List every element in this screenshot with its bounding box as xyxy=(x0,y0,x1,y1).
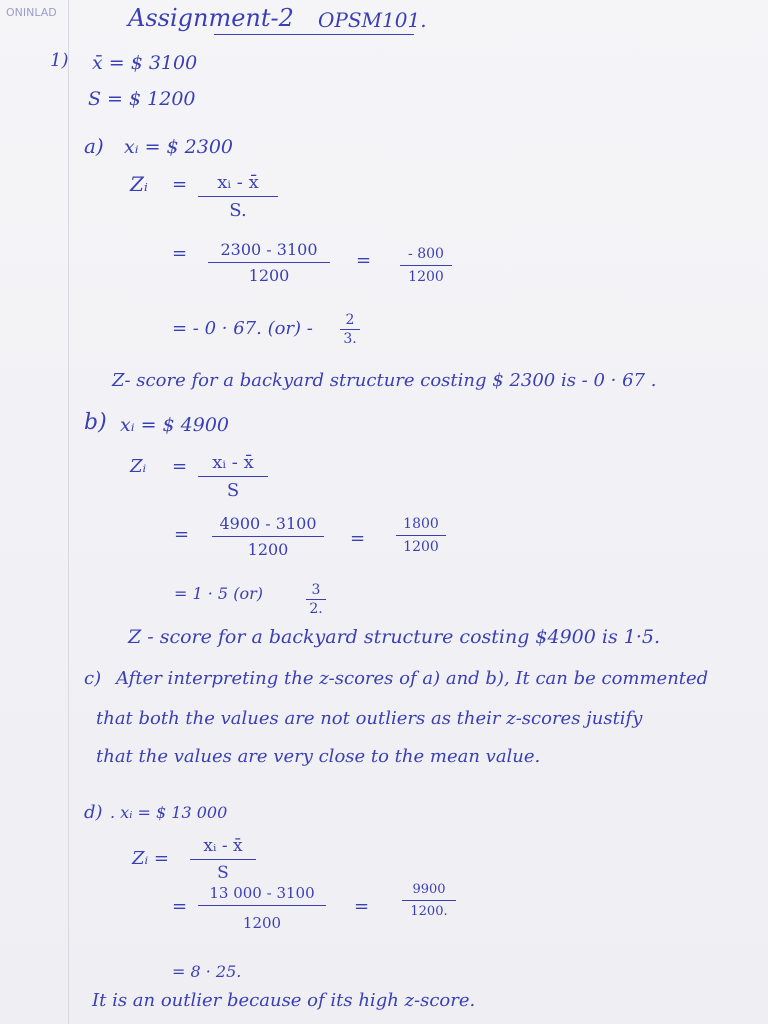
corner-stamp: ONINLAD xyxy=(6,6,57,19)
part-b-label: b) xyxy=(84,410,107,435)
part-d-simplified-numerator: 9900 xyxy=(402,882,456,901)
part-b-simplified xyxy=(396,516,446,555)
part-a-xi: xᵢ = $ 2300 xyxy=(124,136,234,158)
part-a-sub-denominator: 1200 xyxy=(248,266,290,285)
part-d-formula-numerator: xᵢ - x̄ xyxy=(190,836,256,860)
part-d-conclusion: It is an outlier because of its high z-score. xyxy=(92,990,476,1011)
part-d-sub-numerator: 13 000 - 3100 xyxy=(198,884,326,906)
part-a-substitution xyxy=(208,240,330,285)
part-a-formula xyxy=(198,172,278,221)
part-d-formula-denominator: S xyxy=(217,863,229,883)
part-b-formula-numerator: xᵢ - x̄ xyxy=(198,452,268,477)
part-b-equals-3: = xyxy=(350,528,366,549)
part-b-substitution xyxy=(212,514,324,559)
part-a-conclusion: Z- score for a backyard structure costing $ 2300 is - 0 · 67 . xyxy=(112,370,657,391)
part-c-line-3: that the values are very close to the mean value. xyxy=(96,746,541,767)
part-d-substitution xyxy=(198,884,326,932)
page-margin-line xyxy=(68,0,69,1024)
part-a-zi-symbol: Zᵢ xyxy=(130,172,148,196)
part-a-formula-denominator: S. xyxy=(229,200,247,221)
part-c-line-2: that both the values are not outliers as their z-scores justify xyxy=(96,708,643,729)
part-a-sub-numerator: 2300 - 3100 xyxy=(208,240,330,263)
part-d-equals-2: = xyxy=(354,896,370,917)
question-number: 1) xyxy=(50,50,69,71)
part-a-result-fraction-numerator: 2 xyxy=(340,312,360,330)
course-code: OPSM101. xyxy=(318,8,427,32)
part-b-zi-symbol: Zᵢ xyxy=(130,456,147,477)
part-a-simplified-denominator: 1200 xyxy=(408,269,444,285)
part-d-sub-denominator: 1200 xyxy=(242,914,282,932)
part-d-xi: . xᵢ = $ 13 000 xyxy=(110,803,228,822)
part-a-formula-numerator: xᵢ - x̄ xyxy=(198,172,278,197)
part-a-result: = - 0 · 67. (or) - xyxy=(172,318,313,339)
part-b-equals: = xyxy=(172,456,188,477)
part-b-result: = 1 · 5 (or) xyxy=(174,584,263,603)
part-d-simplified-denominator: 1200. xyxy=(410,904,448,919)
part-b-simplified-numerator: 1800 xyxy=(396,516,446,536)
part-a-label: a) xyxy=(84,134,104,158)
part-b-sub-numerator: 4900 - 3100 xyxy=(212,514,324,537)
part-d-equals: = xyxy=(172,896,188,917)
part-b-formula-denominator: S xyxy=(226,480,240,501)
part-a-equals: = xyxy=(172,174,188,195)
title-underline xyxy=(214,34,414,35)
part-a-equals-2: = xyxy=(172,243,188,264)
part-b-sub-denominator: 1200 xyxy=(247,540,289,559)
part-b-conclusion: Z - score for a backyard structure costing $4900 is 1·5. xyxy=(128,626,661,648)
part-d-result: = 8 · 25. xyxy=(172,962,242,981)
mean-value: x̄ = $ 3100 xyxy=(92,52,198,74)
part-c-label: c) xyxy=(84,668,102,689)
part-d-simplified xyxy=(402,882,456,919)
part-b-xi: xᵢ = $ 4900 xyxy=(120,414,230,436)
part-a-result-fraction xyxy=(340,312,360,347)
part-b-result-fraction-numerator: 3 xyxy=(306,582,326,600)
part-b-result-fraction-denominator: 2. xyxy=(309,601,323,617)
part-a-equals-3: = xyxy=(356,250,372,271)
part-a-result-fraction-denominator: 3. xyxy=(343,331,357,347)
part-d-label: d) xyxy=(84,802,103,823)
part-b-result-fraction xyxy=(306,582,326,617)
part-b-equals-2: = xyxy=(174,524,190,545)
part-d-zi-symbol: Zᵢ = xyxy=(132,848,169,869)
part-d-formula xyxy=(190,836,256,883)
part-a-simplified xyxy=(400,246,452,285)
part-a-simplified-numerator: - 800 xyxy=(400,246,452,266)
part-c-line-1: After interpreting the z-scores of a) and b), It can be commented xyxy=(116,668,709,689)
std-dev-value: S = $ 1200 xyxy=(88,88,196,110)
assignment-title: Assignment-2 xyxy=(128,4,294,32)
part-b-formula xyxy=(198,452,268,501)
part-b-simplified-denominator: 1200 xyxy=(403,539,439,555)
